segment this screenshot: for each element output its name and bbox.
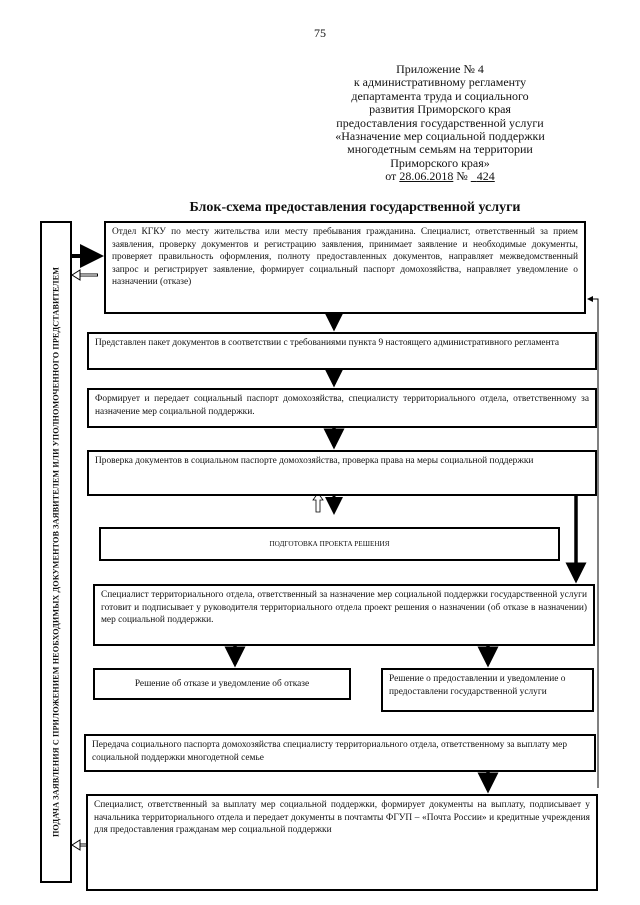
prepare-decision-label: ПОДГОТОВКА ПРОЕКТА РЕШЕНИЯ xyxy=(269,539,390,548)
date-value: 28.06.2018 xyxy=(399,169,454,184)
page-number: 75 xyxy=(314,26,326,40)
box-payment-specialist: Специалист, ответственный за выплату мер социальной поддержки, формирует документы на выплату, подписывает у начальника территориального отдела и передает документы в почтамты ФГУП – «Почта России» и кредитные учреждения для предоставления гражданам мер социальной поддержки xyxy=(86,794,598,891)
header-line-7: многодетным семьям на территории xyxy=(347,142,533,157)
diagram-title: Блок-схема предоставления государственной услуги xyxy=(189,200,521,215)
box-kgku-department: Отдел КГКУ по месту жительства или месту пребывания гражданина. Специалист, ответственный за прием заявления, проверку документов и регистрацию заявления, принимает заявление и необходимые документы, проверяет правильность оформления, полноту предоставленных документов, направляет межведомственный запрос и регистрирует заявление, формирует социальный паспорт домохозяйства, направляет уведомление о назначении (отказе) xyxy=(104,221,586,314)
header-line-3: департамента труда и социального xyxy=(351,88,529,103)
number-value: 424 xyxy=(476,169,495,184)
box-passport-transfer: Передача социального паспорта домохозяйства специалисту территориального отдела, ответственному за выплату мер социальной поддержки многодетной семье xyxy=(84,734,596,772)
number-prefix: № xyxy=(453,169,471,184)
box-documents-package: Представлен пакет документов в соответствии с требованиями пункта 9 настоящего административного регламента xyxy=(87,332,597,370)
refusal-decision-label: Решение об отказе и уведомление об отказе xyxy=(134,678,310,689)
box10-to-side-arrow xyxy=(72,840,80,850)
date-prefix: от xyxy=(385,169,400,184)
box-refusal-decision xyxy=(93,668,351,700)
header-line-5: предоставления государственной услуги xyxy=(336,115,544,130)
header-line-8: Приморского края» xyxy=(390,155,490,170)
box-territorial-specialist: Специалист территориального отдела, ответственный за назначение мер социальной поддержки государственной услуги готовит и подписывает у руководителя территориального отдела проект решения о назначении (об отказе в назначении) мер социальной поддержки. xyxy=(93,584,595,646)
header-line-6: «Назначение мер социальной поддержки xyxy=(335,129,545,144)
header-line-2: к административному регламенту xyxy=(353,75,527,90)
submission-side-label: ПОДАЧА ЗАЯВЛЕНИЯ С ПРИЛОЖЕНИЕМ НЕОБХОДИМЫХ ДОКУМЕНТОВ ЗАЯВИТЕЛЕМ ИЛИ УПОЛНОМОЧЕННОГО ПРЕДСТАВИТЕЛЕМ xyxy=(51,266,61,838)
box-form-social-passport: Формирует и передает социальный паспорт домохозяйства, специалисту территориального отдела, ответственному за назначение мер социальной поддержки. xyxy=(87,388,597,428)
header-line-1: Приложение № 4 xyxy=(396,62,484,76)
header-line-4: развития Приморского края xyxy=(369,102,511,117)
box-prepare-decision xyxy=(99,527,560,561)
feedback-loop-line xyxy=(588,299,598,788)
box-check-documents: Проверка документов в социальном паспорте домохозяйства, проверка права на меры социальной поддержки xyxy=(87,450,597,496)
box-grant-decision: Решение о предоставлении и уведомление о предоставлени государственной услуги xyxy=(381,668,594,712)
